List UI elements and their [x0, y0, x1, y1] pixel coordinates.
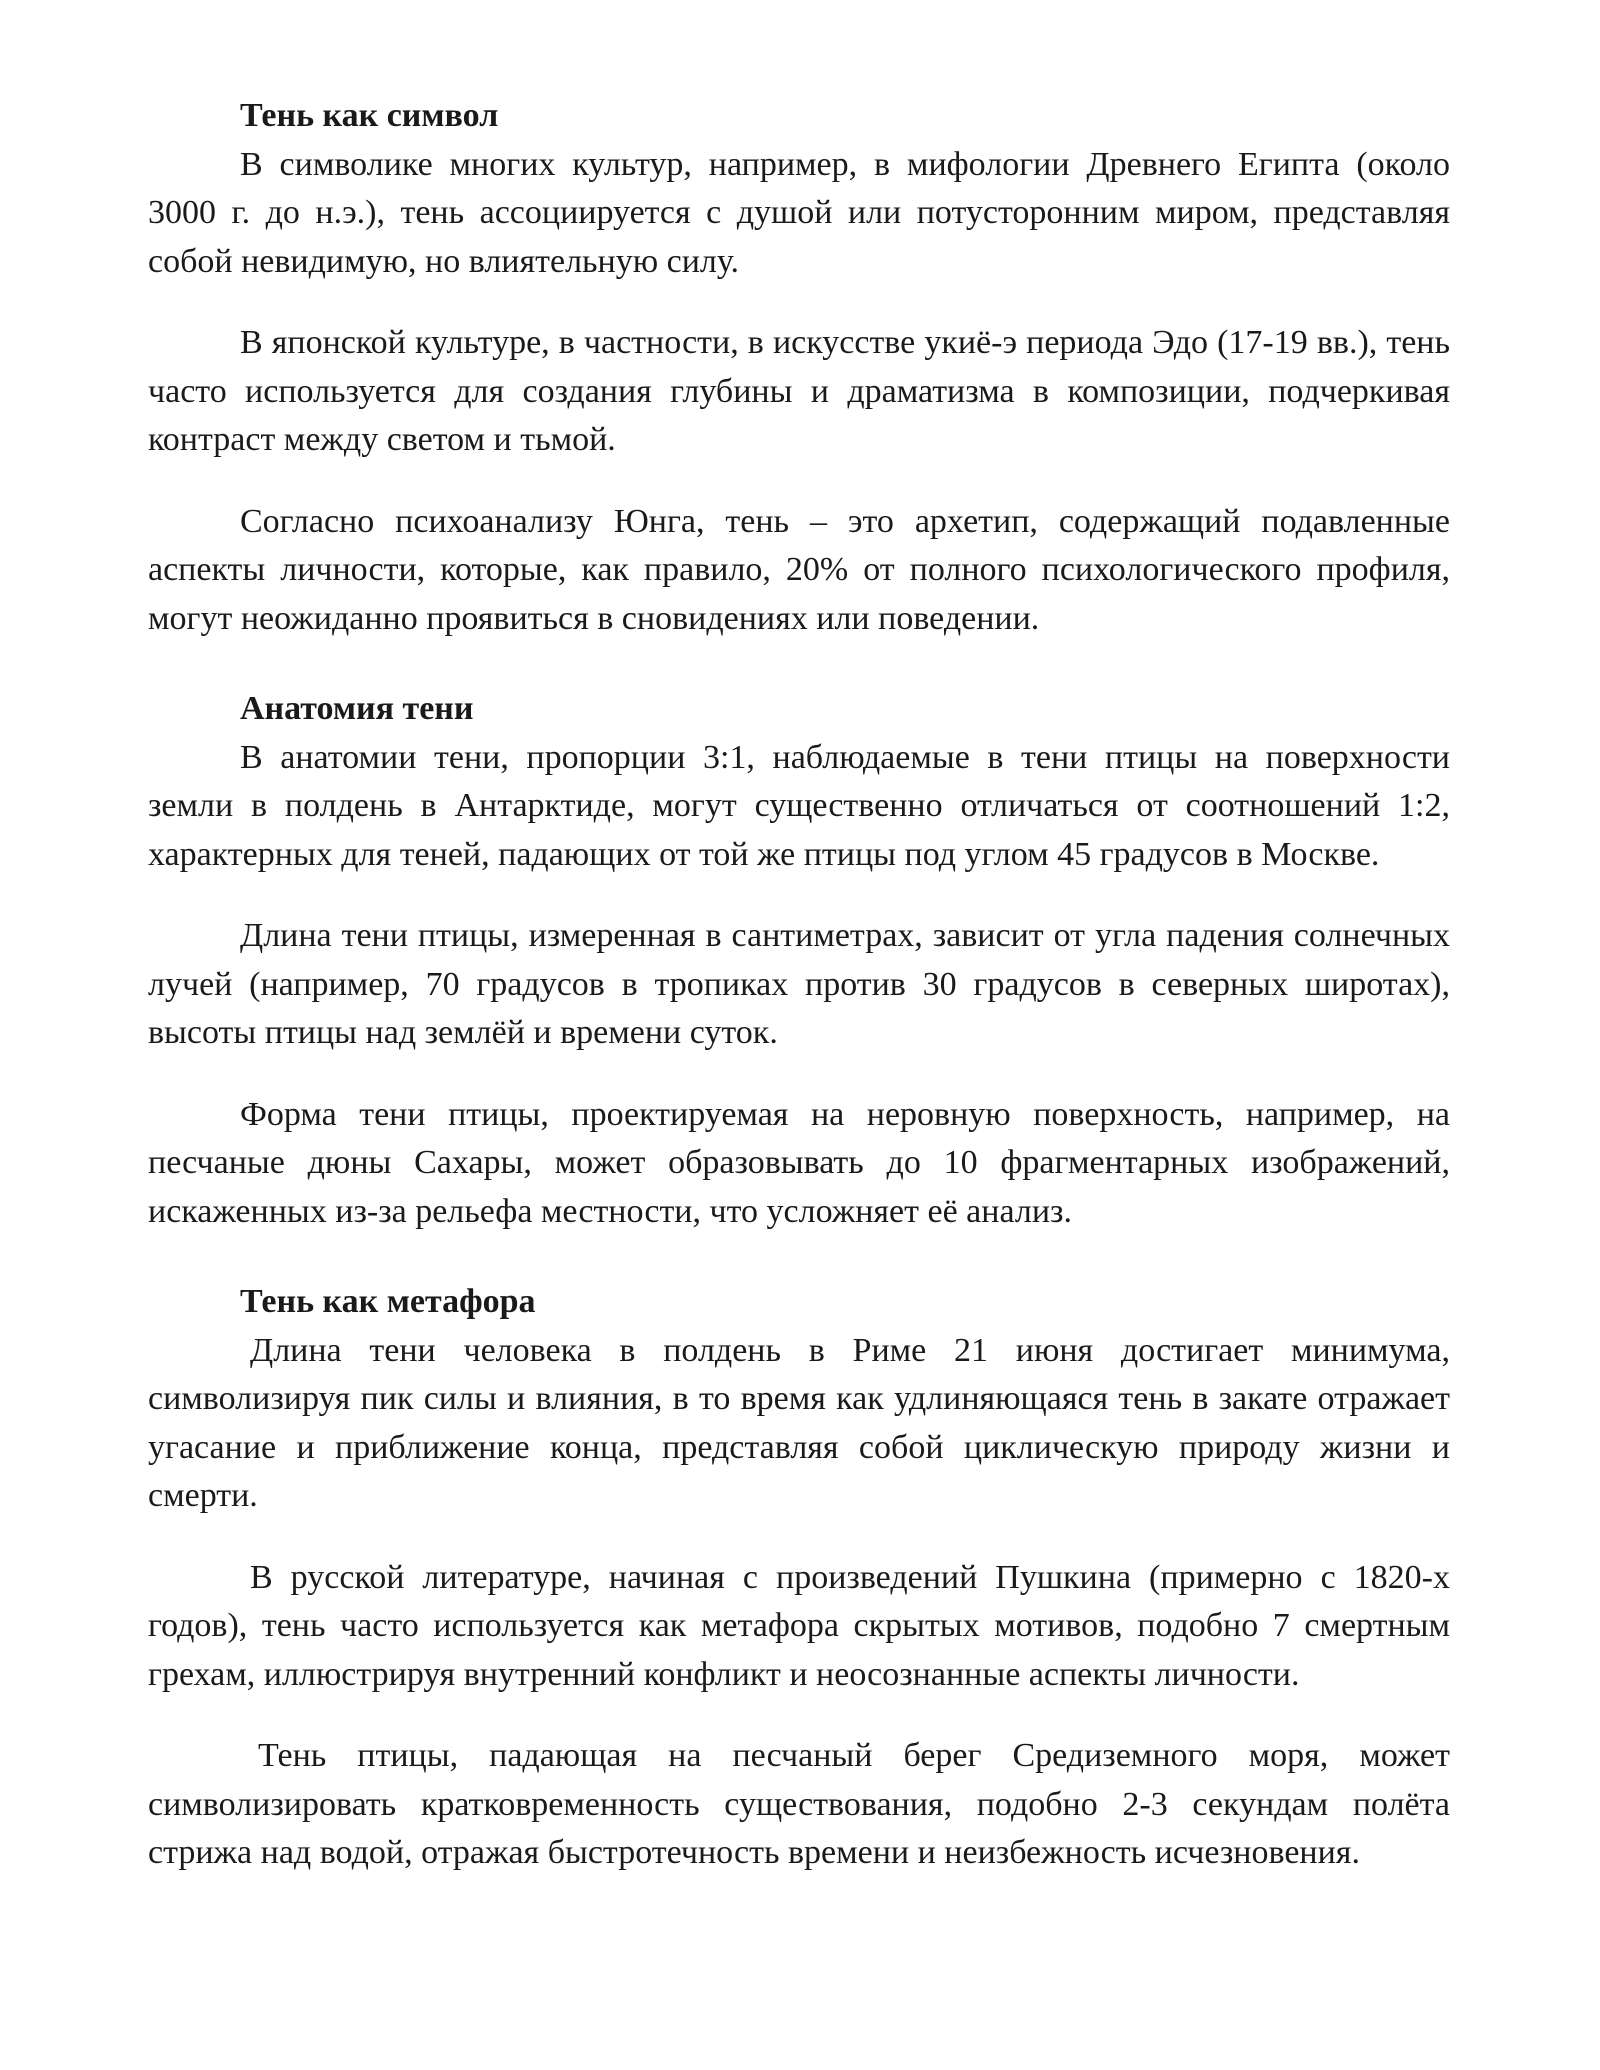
section-heading: Тень как символ	[240, 97, 499, 134]
section-heading: Тень как метафора	[240, 1283, 536, 1320]
section-heading: Анатомия тени	[240, 690, 474, 727]
paragraph: В анатомии тени, пропорции 3:1, наблюдаемые в тени птицы на поверхности земли в полдень в Антарктиде, могут существенно отличаться от соотношений 1:2, характерных для теней, падающих от той же птицы под углом 45 градусов в Москве.	[148, 738, 1450, 873]
paragraph: Длина тени человека в полдень в Риме 21 июня достигает минимума, символизируя пик силы и влияния, в то время как удлиняющаяся тень в закате отражает угасание и приближение конца, представляя собой циклическую природу жизни и смерти.	[148, 1331, 1450, 1514]
paragraph: Длина тени птицы, измеренная в сантиметрах, зависит от угла падения солнечных лучей (например, 70 градусов в тропиках против 30 градусов в северных широтах), высоты птицы над землёй и времени суток.	[148, 917, 1450, 1051]
paragraph: В русской литературе, начиная с произведений Пушкина (примерно с 1820-х годов), тень часто используется как метафора скрытых мотивов, подобно 7 смертным грехам, иллюстрируя внутренний конфликт и неосознанные аспекты личности.	[148, 1558, 1450, 1693]
paragraph: Тень птицы, падающая на песчаный берег Средиземного моря, может символизировать кратковременность существования, подобно 2-3 секундам полёта стрижа над водой, отражая быстротечность времени и неизбежность исчезновения.	[148, 1737, 1450, 1871]
document-page	[148, 92, 1450, 1878]
paragraph: В символике многих культур, например, в мифологии Древнего Египта (около 3000 г. до н.э.), тень ассоциируется с душой или потусторонним миром, представляя собой невидимую, но влиятельную силу.	[148, 145, 1450, 280]
paragraph: Согласно психоанализу Юнга, тень – это архетип, содержащий подавленные аспекты личности, которые, как правило, 20% от полного психологического профиля, могут неожиданно проявиться в сновидениях или поведении.	[148, 502, 1450, 637]
paragraph: Форма тени птицы, проектируемая на неровную поверхность, например, на песчаные дюны Сахары, может образовывать до 10 фрагментарных изображений, искаженных из-за рельефа местности, что усложняет её анализ.	[148, 1095, 1450, 1230]
paragraph: В японской культуре, в частности, в искусстве укиё-э периода Эдо (17-19 вв.), тень часто используется для создания глубины и драматизма в композиции, подчеркивая контраст между светом и тьмой.	[148, 324, 1450, 458]
